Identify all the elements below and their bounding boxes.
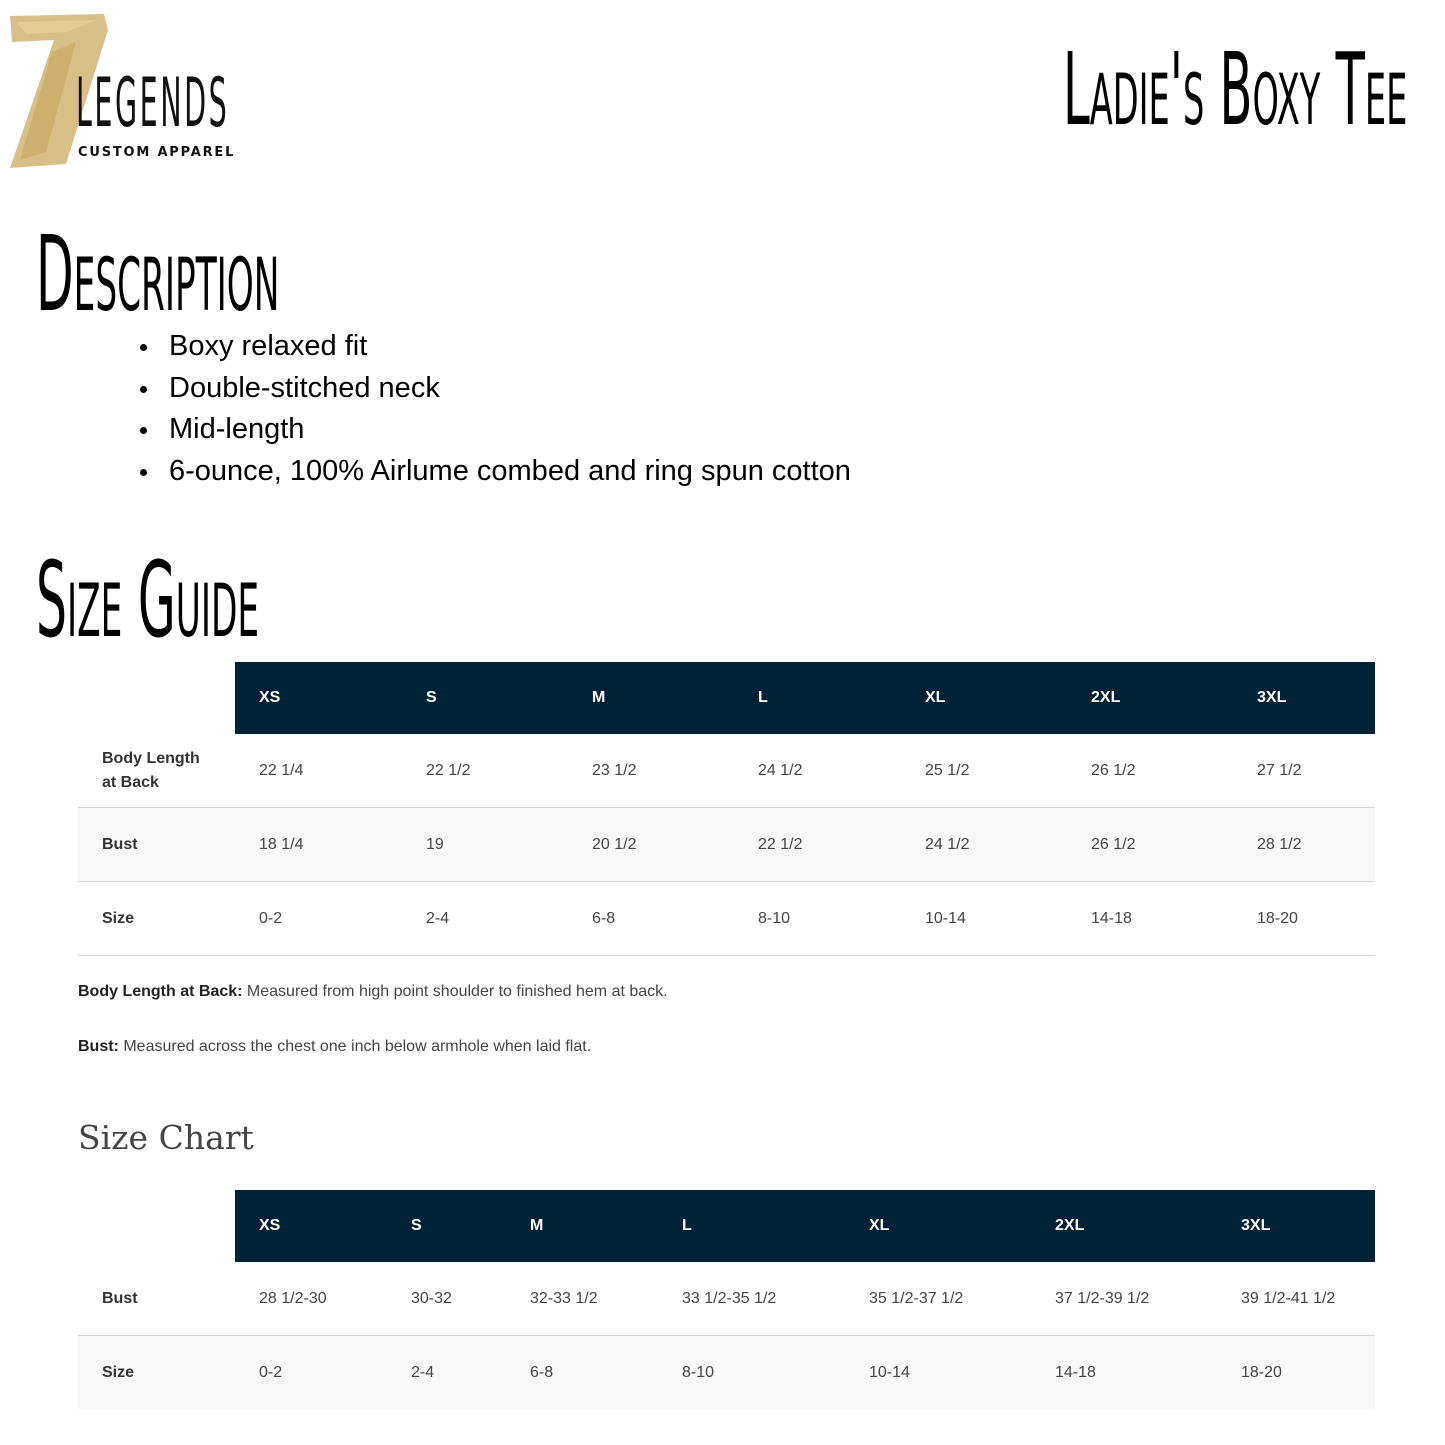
table-cell: 8-10	[734, 882, 901, 956]
size-guide-heading: Size Guide	[36, 539, 260, 661]
table-cell: 22 1/4	[235, 734, 402, 808]
row-header: Bust	[78, 1262, 235, 1336]
description-item: Boxy relaxed fit	[132, 326, 851, 368]
table-row	[78, 1262, 1375, 1336]
column-header: XS	[235, 662, 402, 734]
table-cell: 23 1/2	[568, 734, 734, 808]
brand-logo	[6, 12, 236, 172]
row-header: Size	[78, 1336, 235, 1410]
table-cell: 22 1/2	[402, 734, 568, 808]
table-cell: 27 1/2	[1233, 734, 1375, 808]
column-header: 3XL	[1217, 1190, 1375, 1262]
table-row	[78, 734, 1375, 808]
column-header: 2XL	[1067, 662, 1233, 734]
row-header	[78, 734, 235, 808]
table-cell: 28 1/2	[1233, 808, 1375, 882]
column-header: S	[387, 1190, 506, 1262]
table-row	[78, 882, 1375, 956]
table-header-blank	[78, 662, 235, 734]
size-guide-table	[78, 662, 1375, 956]
table-cell: 2-4	[387, 1336, 506, 1410]
table-cell: 10-14	[901, 882, 1067, 956]
column-header: 2XL	[1031, 1190, 1217, 1262]
row-header: Bust	[78, 808, 235, 882]
table-cell: 22 1/2	[734, 808, 901, 882]
column-header: L	[658, 1190, 845, 1262]
table-cell: 18-20	[1217, 1336, 1375, 1410]
column-header: XL	[845, 1190, 1031, 1262]
table-cell: 32-33 1/2	[506, 1262, 658, 1336]
description-item: Double-stitched neck	[132, 368, 851, 410]
description-item: 6-ounce, 100% Airlume combed and ring spun cotton	[132, 451, 851, 493]
table-header-row	[78, 662, 1375, 734]
product-title: Ladie's Boxy Tee	[1062, 31, 1407, 148]
table-row	[78, 1336, 1375, 1410]
table-cell: 25 1/2	[901, 734, 1067, 808]
table-cell: 24 1/2	[734, 734, 901, 808]
note-term: Body Length at Back:	[78, 983, 243, 1000]
table-cell: 0-2	[235, 882, 402, 956]
body-length-note	[78, 983, 668, 1001]
row-header-label: Body Length at Back	[102, 749, 200, 791]
table-cell: 37 1/2-39 1/2	[1031, 1262, 1217, 1336]
table-cell: 24 1/2	[901, 808, 1067, 882]
table-cell: 28 1/2-30	[235, 1262, 387, 1336]
description-heading: Description	[36, 213, 280, 335]
table-header-blank	[78, 1190, 235, 1262]
column-header: S	[402, 662, 568, 734]
row-header: Size	[78, 882, 235, 956]
logo-wordmark: LEGENDS	[76, 64, 230, 143]
table-cell: 18-20	[1233, 882, 1375, 956]
logo-tagline: CUSTOM APPAREL	[78, 145, 236, 160]
table-cell: 6-8	[506, 1336, 658, 1410]
note-text: Measured from high point shoulder to finished hem at back.	[242, 983, 668, 1000]
table-cell: 19	[402, 808, 568, 882]
table-cell: 2-4	[402, 882, 568, 956]
column-header: XL	[901, 662, 1067, 734]
table-cell: 18 1/4	[235, 808, 402, 882]
note-term: Bust:	[78, 1038, 119, 1055]
table-header-row	[78, 1190, 1375, 1262]
table-row	[78, 808, 1375, 882]
table-cell: 0-2	[235, 1336, 387, 1410]
table-cell: 26 1/2	[1067, 808, 1233, 882]
size-chart-heading: Size Chart	[78, 1118, 254, 1157]
note-text: Measured across the chest one inch below armhole when laid flat.	[118, 1038, 592, 1055]
table-cell: 33 1/2-35 1/2	[658, 1262, 845, 1336]
table-cell: 8-10	[658, 1336, 845, 1410]
table-cell: 14-18	[1031, 1336, 1217, 1410]
column-header: M	[568, 662, 734, 734]
table-cell: 35 1/2-37 1/2	[845, 1262, 1031, 1336]
description-item: Mid-length	[132, 409, 851, 451]
table-cell: 10-14	[845, 1336, 1031, 1410]
description-list	[132, 326, 851, 492]
size-chart-table	[78, 1190, 1375, 1409]
table-cell: 20 1/2	[568, 808, 734, 882]
table-cell: 30-32	[387, 1262, 506, 1336]
table-cell: 39 1/2-41 1/2	[1217, 1262, 1375, 1336]
column-header: L	[734, 662, 901, 734]
bust-note	[78, 1038, 591, 1056]
column-header: XS	[235, 1190, 387, 1262]
table-cell: 6-8	[568, 882, 734, 956]
column-header: 3XL	[1233, 662, 1375, 734]
column-header: M	[506, 1190, 658, 1262]
table-cell: 14-18	[1067, 882, 1233, 956]
table-cell: 26 1/2	[1067, 734, 1233, 808]
